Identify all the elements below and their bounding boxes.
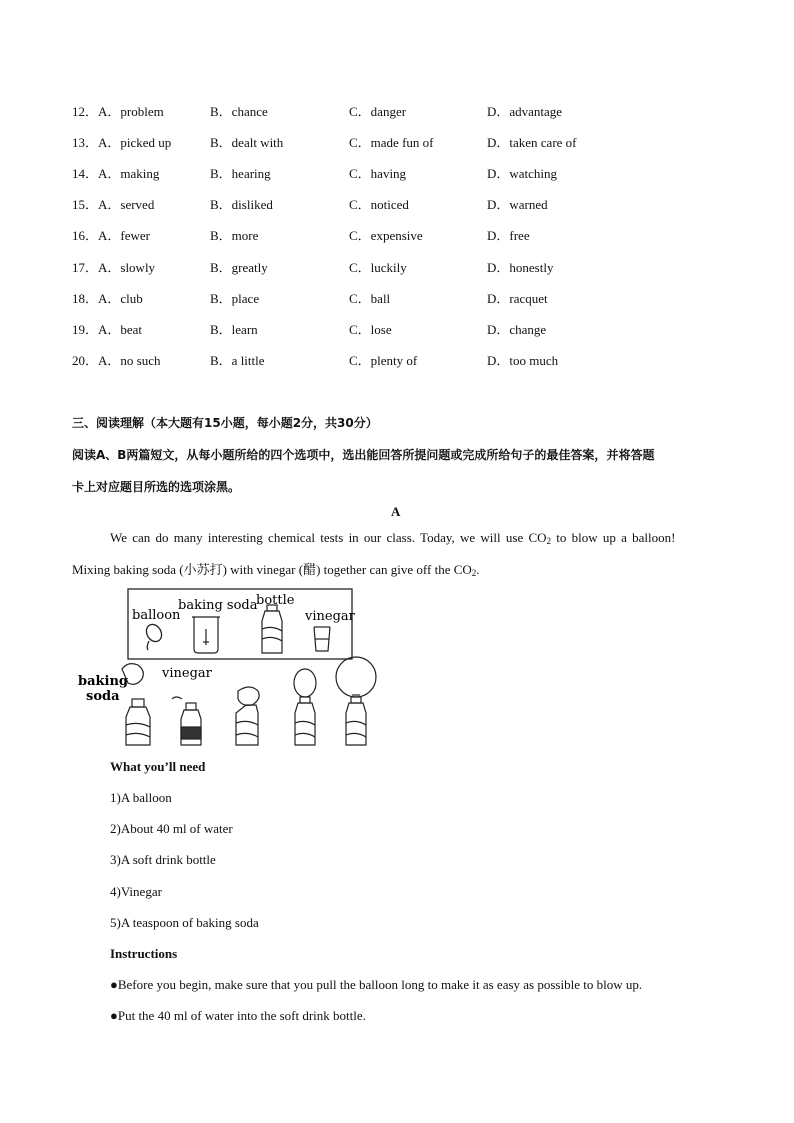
- section-heading: 三、阅读理解（本大题有15小题，每小题2分，共30分）: [72, 416, 378, 430]
- bottle-icon: [262, 605, 282, 653]
- option-b: B．dealt with: [210, 135, 284, 150]
- option-d: D．watching: [487, 166, 558, 181]
- instructions-title: Instructions: [110, 946, 178, 961]
- option-b: B．place: [210, 291, 260, 306]
- passage-line-2-text: Mixing baking soda (小苏打) with vinegar (醋) together can give off the CO: [72, 562, 472, 577]
- option-b: B．chance: [210, 104, 268, 119]
- experiment-illustration: [72, 587, 392, 749]
- option-d: D．racquet: [487, 291, 548, 306]
- option-b: B．a little: [210, 353, 265, 368]
- option-a: A．no such: [98, 353, 161, 368]
- beaker-icon: [192, 617, 220, 653]
- label-baking-soda: baking soda: [178, 598, 258, 613]
- option-c: C．expensive: [349, 228, 423, 243]
- question-number: 18．: [72, 291, 99, 306]
- step4-bottle-icon: [294, 669, 316, 745]
- vinegar-glass-icon: [314, 627, 330, 651]
- option-a: A．fewer: [98, 228, 150, 243]
- option-b: B．learn: [210, 322, 258, 337]
- passage-line-1-end: to blow up a balloon!: [551, 530, 676, 545]
- label-vinegar: vinegar: [305, 609, 355, 624]
- option-d: D．taken care of: [487, 135, 577, 150]
- instruction-item-2: ●Put the 40 ml of water into the soft drink bottle.: [110, 1008, 366, 1023]
- step5-bottle-icon: [336, 657, 376, 745]
- question-number: 12．: [72, 104, 99, 119]
- need-item-4: 4)Vinegar: [110, 884, 162, 899]
- option-a: A．club: [98, 291, 143, 306]
- option-c: C．made fun of: [349, 135, 434, 150]
- need-item-2: 2)About 40 ml of water: [110, 821, 233, 836]
- option-a: A．picked up: [98, 135, 172, 150]
- label-steps-soda: soda: [86, 689, 120, 704]
- option-d: D．honestly: [487, 260, 554, 275]
- option-c: C．luckily: [349, 260, 407, 275]
- balloon-icon: [143, 622, 164, 650]
- question-number: 14．: [72, 166, 99, 181]
- option-c: C．ball: [349, 291, 391, 306]
- question-number: 13．: [72, 135, 99, 150]
- passage-line-1-text: We can do many interesting chemical tests in our class. Today, we will use CO: [110, 530, 547, 545]
- passage-line-2: [72, 561, 480, 579]
- label-steps-vinegar: vinegar: [162, 666, 212, 681]
- option-d: D．advantage: [487, 104, 563, 119]
- option-d: D．too much: [487, 353, 559, 368]
- question-number: 17．: [72, 260, 99, 275]
- option-a: A．slowly: [98, 260, 156, 275]
- option-c: C．having: [349, 166, 407, 181]
- subscript: 2: [471, 568, 477, 578]
- option-a: A．making: [98, 166, 160, 181]
- question-number: 16．: [72, 228, 99, 243]
- passage-line-1: [110, 529, 676, 547]
- option-c: C．lose: [349, 322, 392, 337]
- question-number: 15．: [72, 197, 99, 212]
- option-c: C．danger: [349, 104, 407, 119]
- section-instruction-line1: 阅读A、B两篇短文，从每小题所给的四个选项中，选出能回答所提问题或完成所给句子的最佳答案，并将答题: [72, 448, 655, 462]
- question-number: 20．: [72, 353, 99, 368]
- need-title: What you’ll need: [110, 759, 206, 774]
- option-c: C．plenty of: [349, 353, 418, 368]
- label-balloon: balloon: [132, 608, 181, 623]
- label-bottle: bottle: [256, 593, 295, 608]
- label-steps-baking: baking: [78, 674, 129, 689]
- option-a: A．problem: [98, 104, 164, 119]
- subscript: 2: [546, 536, 552, 546]
- instruction-item-1: ●Before you begin, make sure that you pull the balloon long to make it as easy as possible to blow up.: [110, 977, 643, 992]
- section-instruction-line2: 卡上对应题目所选的选项涂黑。: [72, 480, 241, 494]
- option-b: B．disliked: [210, 197, 273, 212]
- option-a: A．beat: [98, 322, 143, 337]
- need-item-5: 5)A teaspoon of baking soda: [110, 915, 259, 930]
- passage-label: A: [391, 504, 401, 519]
- option-b: B．more: [210, 228, 259, 243]
- option-c: C．noticed: [349, 197, 409, 212]
- option-a: A．served: [98, 197, 155, 212]
- passage-line-2-end: .: [476, 562, 480, 577]
- option-d: D．change: [487, 322, 547, 337]
- question-number: 19．: [72, 322, 99, 337]
- need-item-3: 3)A soft drink bottle: [110, 852, 216, 867]
- need-item-1: 1)A balloon: [110, 790, 172, 805]
- step3-bottle-icon: [236, 687, 259, 745]
- step2-bottle-icon: [172, 697, 201, 745]
- option-d: D．free: [487, 228, 530, 243]
- option-b: B．hearing: [210, 166, 271, 181]
- option-b: B．greatly: [210, 260, 268, 275]
- option-d: D．warned: [487, 197, 548, 212]
